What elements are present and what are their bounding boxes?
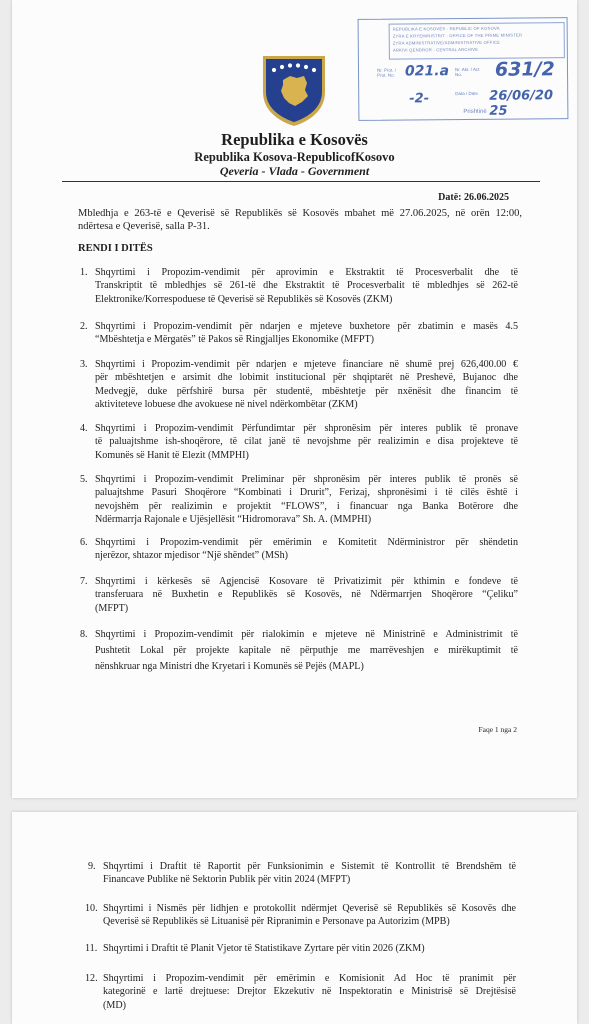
government-title: Qeveria - Vlada - Government — [219, 164, 370, 178]
stamp-handwritten-copies: -2- — [409, 91, 430, 107]
agenda-item-number: 8. — [80, 629, 88, 640]
stamp-handwritten-date: 26/06/20 25 — [489, 88, 554, 119]
agenda-item-line: Shqyrtimi i Propozim-vendimit për emërimin e Komisionit Ad Hoc të pranimit për — [103, 973, 516, 984]
agenda-item-number: 4. — [80, 423, 88, 434]
agenda-item-number: 2. — [80, 321, 88, 332]
agenda-item-line: Medvegjë, duke përfshirë bursa për studentë, mbështetje për nxënësit dhe financim të — [95, 385, 518, 397]
agenda-item-line: për mbështetjen e arsimit dhe lobimit institucional për shqiptarët në Preshevë, Bujanoc dhe — [95, 372, 518, 384]
agenda-item-line: Elektronike/Korrespoduese të Qeverisë së Republikës së Kosovës (ZKM) — [95, 293, 393, 305]
agenda-item-number: 3. — [80, 359, 88, 370]
agenda-item-line: paluajtshme Pasuri Shoqërore “Kombinati i Drurit”, Ferizaj, shpronësimi i të cilës është i — [95, 487, 518, 499]
intro-line: Mbledhja e 263-të e Qeverisë së Republikës së Kosovës mbahet më 27.06.2025, në orën 12:00, — [78, 208, 522, 219]
agenda-item-line: Shqyrtimi i Propozim-vendimit Preliminar për shpronësim për interes publik të pronës së — [95, 474, 518, 485]
agenda-item-line: Shqyrtimi i Draftit të Planit Vjetor të Statistikave Zyrtare për vitin 2026 (ZKM) — [103, 943, 425, 954]
agenda-item-line: Shqyrtimi i Propozim-vendimit për emërimin e Komitetit Ndërministror për shëndetin — [95, 537, 518, 548]
agenda-item-line: Shqyrtimi i Propozim-vendimit për ndarjen e mjeteve financiare në shumë prej 626,400.00 € — [95, 359, 518, 370]
stamp-line: REPUBLIKA E KOSOVËS - REPUBLIC OF KOSOVA — [392, 25, 500, 32]
agenda-item-line: Shqyrtimi i kërkesës së Agjencisë Kosovare të Privatizimit për kthimin e fondeve të — [95, 576, 518, 587]
agenda-item-line: Ndërmarrja Rajonale e Ujësjellësit “Hidromorava” Sh. A. (MMPHI) — [95, 513, 372, 525]
stamp-field-label: Nr. Akt. / Act No. — [454, 66, 480, 78]
agenda-item-line: kategorinë e lartë drejtuese: Drejtor Ekzekutiv në Inspektoratin e Ministrisë së Drejtësisë — [103, 986, 516, 998]
stamp-line: ZYRA ADMINISTRATIVE/ADMINISTRATIVE OFFICE — [392, 39, 501, 46]
agenda-title: RENDI I DITËS — [78, 243, 153, 254]
agenda-item-line: nënshkruar nga Ministri dhe Kryetari i Komunës së Pejës (MAPL) — [95, 661, 364, 672]
header-divider — [62, 181, 540, 182]
agenda-item-line: (MD) — [103, 999, 126, 1011]
agenda-item-line: Komunës së Hanit të Elezit (MMPHI) — [95, 449, 249, 461]
stamp-handwritten-number: 631/2 — [494, 58, 555, 81]
agenda-item-line: “Mbështetja e Mërgatës” të Pakos së Ringjalljes Ekonomike (MFPT) — [95, 334, 375, 346]
agenda-item-line: nevojshëm për realizimin e projektit “FLOWS”, i financuar nga Banka Botërore dhe — [95, 500, 518, 512]
meeting-intro — [78, 207, 522, 233]
agenda-item-line: Shqyrtimi i Propozim-vendimit Përfundimtar për shpronësim për interes publik të pronave — [95, 423, 518, 434]
agenda-item-line: njerëzor, shtazor mjedisor “Një shëndet” (MSh) — [95, 550, 288, 562]
agenda-item-line: transferuara në Buxhetin e Republikës së Kosovës, në Ndërmarrjen Shoqërore “Çeliku” — [95, 589, 518, 601]
agenda-item-number: 5. — [80, 474, 88, 485]
republic-title: Republika e Kosovës — [221, 130, 368, 149]
page-number: Faqe 1 nga 2 — [478, 725, 517, 734]
stamp-handwritten-protocol: 021.a — [404, 63, 450, 80]
agenda-item-number: 6. — [80, 537, 88, 548]
agenda-item-number: 1. — [80, 267, 88, 278]
intro-line: ndërtesa e Qeverisë, salla P-31. — [78, 221, 210, 232]
agenda-item-line: Transkriptit të mbledhjes së 261-të dhe Ekstraktit të Procesverbalit të mbledhjes së 262-të — [95, 280, 518, 292]
kosovo-coat-of-arms-emblem — [259, 52, 329, 128]
agenda-item-line: Shqyrtimi i Nismës për lidhjen e protokollit ndërmjet Qeverisë së Republikës së Kosovës dhe — [103, 903, 516, 914]
stamp-field-label: Data / Date — [455, 90, 479, 97]
document-date: Datë: 26.06.2025 — [438, 192, 509, 203]
agenda-item-line: Shqyrtimi i Propozim-vendimit për ndarjen e mjeteve buxhetore për zbatimin e masës 4.5 — [95, 321, 518, 332]
agenda-item-line: Pushtetit Lokal për projekte kapitale në përputhje me marrëveshjen e mirëkuptimit të — [95, 645, 518, 656]
agenda-item-line: Shqyrtimi i Draftit të Raportit për Funksionimin e Sistemit të Kontrollit të Brendshëm të — [103, 861, 516, 872]
agenda-item-number: 12. — [85, 973, 98, 984]
stamp-city: Prishtinë — [463, 108, 487, 115]
agenda-item-number: 10. — [85, 903, 98, 914]
agenda-item-line: të paluajtshme ish-shoqërore, të cilat janë të nevojshme për realizimin e disa projekteve të — [95, 436, 518, 448]
stamp-field-label: Nr. Prot. / Prot. No. — [376, 67, 397, 78]
republic-subtitle: Republika Kosova-RepublicofKosovo — [194, 150, 395, 164]
agenda-item-line: Financave Publike në Sektorin Publik për vitin 2024 (MFPT) — [103, 874, 351, 886]
agenda-item-number: 7. — [80, 576, 88, 587]
agenda-item-line: Shqyrtimi i Propozim-vendimit për aprovimin e Ekstraktit të Procesverbalit dhe të — [95, 267, 518, 278]
document-page-1 — [12, 0, 577, 798]
registration-stamp — [358, 17, 569, 121]
agenda-item-number: 11. — [85, 943, 98, 954]
stamp-line: ARKIVI QENDROR - CENTRAL ARCHIVE — [392, 46, 479, 53]
agenda-item-line: Shqyrtimi i Propozim-vendimit për rialokimin e mjeteve në Ministrinë e Administrimit të — [95, 629, 518, 640]
agenda-item-line: (MFPT) — [95, 602, 129, 614]
document-page-2 — [12, 812, 577, 1024]
agenda-item-number: 9. — [88, 861, 96, 872]
stamp-line: ZYRA E KRYEMINISTRIT - OFFICE OF THE PRIME MINISTER — [392, 32, 523, 39]
agenda-item-line: Qeverisë së Republikës së Lituanisë për Ripranimin e Personave pa Autorizim (MPB) — [103, 916, 450, 928]
agenda-item-line: aktiviteteve lobuese dhe avokuese në nivel ndërkombëtar (ZKM) — [95, 398, 358, 410]
